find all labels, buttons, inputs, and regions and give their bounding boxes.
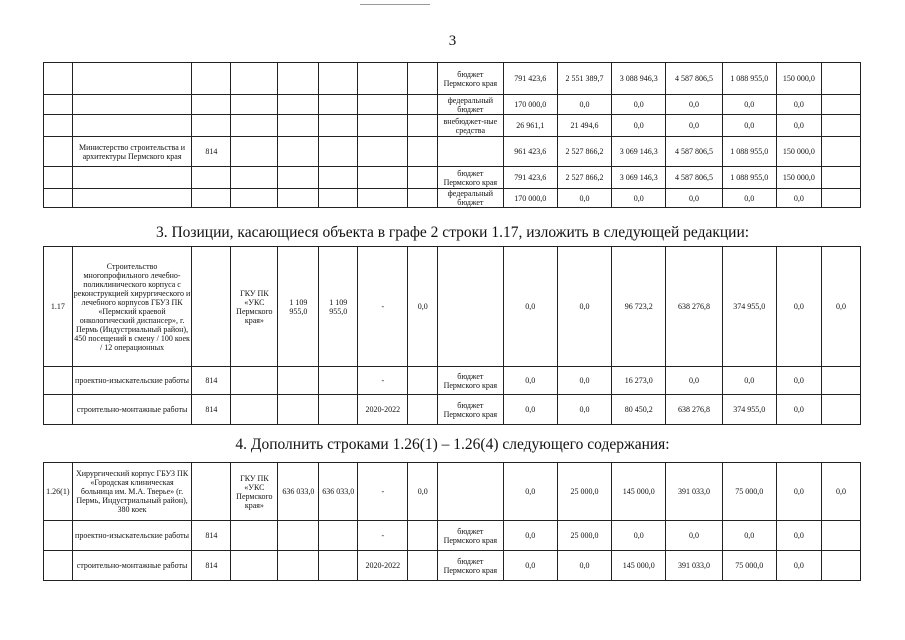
table-cell: 814 <box>192 137 231 167</box>
table-cell <box>408 551 438 581</box>
table-row <box>44 395 861 425</box>
table-cell: 0,0 <box>776 247 821 367</box>
table-cell <box>319 395 358 425</box>
table-cell: 638 276,8 <box>666 395 722 425</box>
table-cell: 2 527 866,2 <box>557 167 611 189</box>
table-cell <box>44 167 73 189</box>
table-cell: 21 494,6 <box>557 115 611 137</box>
table-cell <box>278 521 319 551</box>
table-cell: 0,0 <box>612 521 666 551</box>
table-cell: 2 527 866,2 <box>557 137 611 167</box>
table-cell: 0,0 <box>666 189 722 208</box>
table-cell <box>44 395 73 425</box>
table-cell <box>408 95 438 115</box>
table-row <box>44 189 861 208</box>
table-cell: 0,0 <box>666 95 722 115</box>
table-cell: 0,0 <box>503 551 557 581</box>
table-cell <box>72 167 192 189</box>
table-row <box>44 115 861 137</box>
table-cell <box>319 367 358 395</box>
table-cell: 80 450,2 <box>612 395 666 425</box>
table-cell: 0,0 <box>557 95 611 115</box>
table-cell: 0,0 <box>722 115 776 137</box>
table-cell <box>821 189 860 208</box>
table-cell <box>192 247 231 367</box>
table-cell: - <box>358 367 408 395</box>
table-cell <box>231 95 278 115</box>
table-cell <box>192 167 231 189</box>
table-cell: 0,0 <box>666 115 722 137</box>
table-row <box>44 137 861 167</box>
table-cell: 0,0 <box>557 551 611 581</box>
table-cell: 0,0 <box>776 395 821 425</box>
table-cell: 1 109 955,0 <box>278 247 319 367</box>
table-cell: 1 088 955,0 <box>722 167 776 189</box>
table-cell: 75 000,0 <box>722 463 776 521</box>
table-cell <box>438 463 504 521</box>
table-cell <box>319 551 358 581</box>
table-cell: 3 069 146,3 <box>612 137 666 167</box>
table-cell: ГКУ ПК «УКС Пермского края» <box>231 463 278 521</box>
table-cell <box>821 521 860 551</box>
table-row <box>44 521 861 551</box>
table-cell <box>192 95 231 115</box>
table-cell: 814 <box>192 367 231 395</box>
table-cell <box>821 395 860 425</box>
table-cell: 374 955,0 <box>722 395 776 425</box>
table-cell: 374 955,0 <box>722 247 776 367</box>
table-cell: 26 961,1 <box>503 115 557 137</box>
table-cell <box>72 189 192 208</box>
table-cell: 3 088 946,3 <box>612 63 666 95</box>
table-row <box>44 463 861 521</box>
table-cell: 0,0 <box>503 395 557 425</box>
table-cell <box>278 115 319 137</box>
table-cell: бюджет Пермского края <box>438 167 504 189</box>
table-cell <box>72 63 192 95</box>
table-cell <box>821 115 860 137</box>
object-table-1-26-1 <box>43 462 861 581</box>
table-cell <box>821 63 860 95</box>
table-cell <box>358 167 408 189</box>
table-cell <box>408 521 438 551</box>
table-cell <box>319 63 358 95</box>
table-cell: 3 069 146,3 <box>612 167 666 189</box>
table-cell: федеральный бюджет <box>438 95 504 115</box>
table-cell <box>231 551 278 581</box>
table-cell: внебюджет-ные средства <box>438 115 504 137</box>
table-cell: 1 088 955,0 <box>722 63 776 95</box>
table-cell: 391 033,0 <box>666 551 722 581</box>
table-cell: 814 <box>192 395 231 425</box>
table-cell <box>231 367 278 395</box>
table-cell <box>821 367 860 395</box>
table-cell <box>408 167 438 189</box>
table-cell <box>231 167 278 189</box>
table-cell <box>358 115 408 137</box>
table-cell: 2020-2022 <box>358 395 408 425</box>
table-cell <box>44 115 73 137</box>
table-cell: федеральный бюджет <box>438 189 504 208</box>
table-cell: 791 423,6 <box>503 167 557 189</box>
table-cell: бюджет Пермского края <box>438 395 504 425</box>
table-cell <box>278 189 319 208</box>
table-row <box>44 167 861 189</box>
table-cell <box>408 367 438 395</box>
table-cell: 75 000,0 <box>722 551 776 581</box>
table-cell: 0,0 <box>557 189 611 208</box>
table-row <box>44 95 861 115</box>
table-cell: 0,0 <box>776 95 821 115</box>
table-cell <box>821 95 860 115</box>
table-cell: бюджет Пермского края <box>438 551 504 581</box>
table-cell <box>231 137 278 167</box>
table-cell: 0,0 <box>612 115 666 137</box>
table-cell: 0,0 <box>776 521 821 551</box>
table-cell: 145 000,0 <box>612 463 666 521</box>
table-cell <box>231 115 278 137</box>
table-cell <box>231 63 278 95</box>
table-cell <box>278 63 319 95</box>
table-cell: Строительство многопрофильного лечебно-поликлинического корпуса с реконструкцией хирургического и лечебного корпусов ГБУЗ ПК «Пермский краевой онкологический диспансер», г. Пермь (Индустриальный район), 450 посещений в смену / 100 коек / 12 операционных <box>72 247 192 367</box>
table-cell <box>278 137 319 167</box>
table-cell: 0,0 <box>612 189 666 208</box>
table-cell: ГКУ ПК «УКС Пермского края» <box>231 247 278 367</box>
table-cell: 170 000,0 <box>503 189 557 208</box>
table-cell: 150 000,0 <box>776 167 821 189</box>
table-cell: 2020-2022 <box>358 551 408 581</box>
table-cell <box>408 137 438 167</box>
table-cell: 4 587 806,5 <box>666 137 722 167</box>
section-heading-3: 3. Позиции, касающиеся объекта в графе 2 строки 1.17, изложить в следующей редакции: <box>155 224 750 241</box>
table-cell <box>44 189 73 208</box>
table-cell: 1.26(1) <box>44 463 73 521</box>
table-cell <box>821 137 860 167</box>
table-cell <box>278 551 319 581</box>
table-row <box>44 551 861 581</box>
table-cell: проектно-изыскательские работы <box>72 521 192 551</box>
table-cell: строительно-монтажные работы <box>72 395 192 425</box>
table-cell: 0,0 <box>408 463 438 521</box>
table-cell <box>358 189 408 208</box>
top-edge-line <box>360 4 430 5</box>
table-cell: 1 109 955,0 <box>319 247 358 367</box>
table-cell: 0,0 <box>503 247 557 367</box>
table-cell: 636 033,0 <box>319 463 358 521</box>
table-cell: 145 000,0 <box>612 551 666 581</box>
table-cell <box>192 115 231 137</box>
table-cell: - <box>358 247 408 367</box>
table-cell: 0,0 <box>722 189 776 208</box>
table-cell: 25 000,0 <box>557 521 611 551</box>
table-cell <box>821 551 860 581</box>
page-number: 3 <box>448 33 457 49</box>
table-cell: 0,0 <box>821 463 860 521</box>
table-cell: 170 000,0 <box>503 95 557 115</box>
table-cell <box>44 137 73 167</box>
table-cell <box>72 95 192 115</box>
table-cell <box>278 395 319 425</box>
section-heading-4: 4. Дополнить строками 1.26(1) – 1.26(4) следующего содержания: <box>235 436 670 453</box>
table-cell <box>231 395 278 425</box>
table-cell: 150 000,0 <box>776 63 821 95</box>
table-cell: 0,0 <box>612 95 666 115</box>
table-cell <box>44 63 73 95</box>
table-cell: 0,0 <box>776 115 821 137</box>
table-cell: 961 423,6 <box>503 137 557 167</box>
table-cell: 0,0 <box>722 367 776 395</box>
table-cell <box>44 367 73 395</box>
table-cell <box>821 167 860 189</box>
table-cell <box>408 63 438 95</box>
table-cell: 4 587 806,5 <box>666 63 722 95</box>
object-table-1-17 <box>43 246 861 425</box>
table-cell: 16 273,0 <box>612 367 666 395</box>
table-cell <box>192 189 231 208</box>
table-cell: 0,0 <box>821 247 860 367</box>
table-cell <box>44 551 73 581</box>
table-cell <box>319 189 358 208</box>
table-cell: Хирургический корпус ГБУЗ ПК «Городская клиническая больница им. М.А. Тверье» (г. Пермь, Индустриальный район), 380 коек <box>72 463 192 521</box>
table-cell: 814 <box>192 551 231 581</box>
table-cell <box>408 115 438 137</box>
table-cell <box>358 137 408 167</box>
table-cell: бюджет Пермского края <box>438 367 504 395</box>
table-cell: 0,0 <box>557 367 611 395</box>
table-cell <box>44 521 73 551</box>
table-cell: 0,0 <box>503 521 557 551</box>
table-cell <box>358 63 408 95</box>
table-cell: 150 000,0 <box>776 137 821 167</box>
table-cell <box>319 95 358 115</box>
table-cell: 0,0 <box>408 247 438 367</box>
table-cell: бюджет Пермского края <box>438 63 504 95</box>
table-cell: 0,0 <box>666 367 722 395</box>
table-cell <box>408 189 438 208</box>
table-cell: 96 723,2 <box>612 247 666 367</box>
table-cell <box>192 63 231 95</box>
table-cell: 0,0 <box>776 189 821 208</box>
table-cell: 791 423,6 <box>503 63 557 95</box>
table-cell: 1 088 955,0 <box>722 137 776 167</box>
table-cell <box>72 115 192 137</box>
table-cell: Министерство строительства и архитектуры Пермского края <box>72 137 192 167</box>
table-cell: 0,0 <box>503 367 557 395</box>
table-cell: бюджет Пермского края <box>438 521 504 551</box>
table-cell <box>278 167 319 189</box>
table-cell: 636 033,0 <box>278 463 319 521</box>
table-cell: 2 551 389,7 <box>557 63 611 95</box>
table-cell <box>408 395 438 425</box>
table-cell: 638 276,8 <box>666 247 722 367</box>
table-cell <box>231 189 278 208</box>
table-row <box>44 63 861 95</box>
table-cell: 1.17 <box>44 247 73 367</box>
table-cell <box>358 95 408 115</box>
table-cell: 0,0 <box>557 395 611 425</box>
table-cell <box>231 521 278 551</box>
table-cell <box>319 521 358 551</box>
table-cell: 0,0 <box>557 247 611 367</box>
table-cell: 0,0 <box>666 521 722 551</box>
table-cell: 0,0 <box>722 95 776 115</box>
table-cell: строительно-монтажные работы <box>72 551 192 581</box>
table-cell: 0,0 <box>776 551 821 581</box>
table-cell <box>438 137 504 167</box>
table-cell: 0,0 <box>776 463 821 521</box>
table-cell: 391 033,0 <box>666 463 722 521</box>
table-row <box>44 367 861 395</box>
table-cell: 25 000,0 <box>557 463 611 521</box>
table-cell <box>278 95 319 115</box>
table-row <box>44 247 861 367</box>
table-cell <box>44 95 73 115</box>
table-cell: - <box>358 521 408 551</box>
table-cell: - <box>358 463 408 521</box>
table-cell <box>319 167 358 189</box>
budget-table-continuation <box>43 62 861 208</box>
table-cell <box>319 137 358 167</box>
table-cell <box>278 367 319 395</box>
table-cell: 0,0 <box>722 521 776 551</box>
table-cell <box>438 247 504 367</box>
table-cell: 4 587 806,5 <box>666 167 722 189</box>
table-cell: 814 <box>192 521 231 551</box>
table-cell <box>319 115 358 137</box>
table-cell: 0,0 <box>503 463 557 521</box>
table-cell <box>192 463 231 521</box>
table-cell: проектно-изыскательские работы <box>72 367 192 395</box>
table-cell: 0,0 <box>776 367 821 395</box>
